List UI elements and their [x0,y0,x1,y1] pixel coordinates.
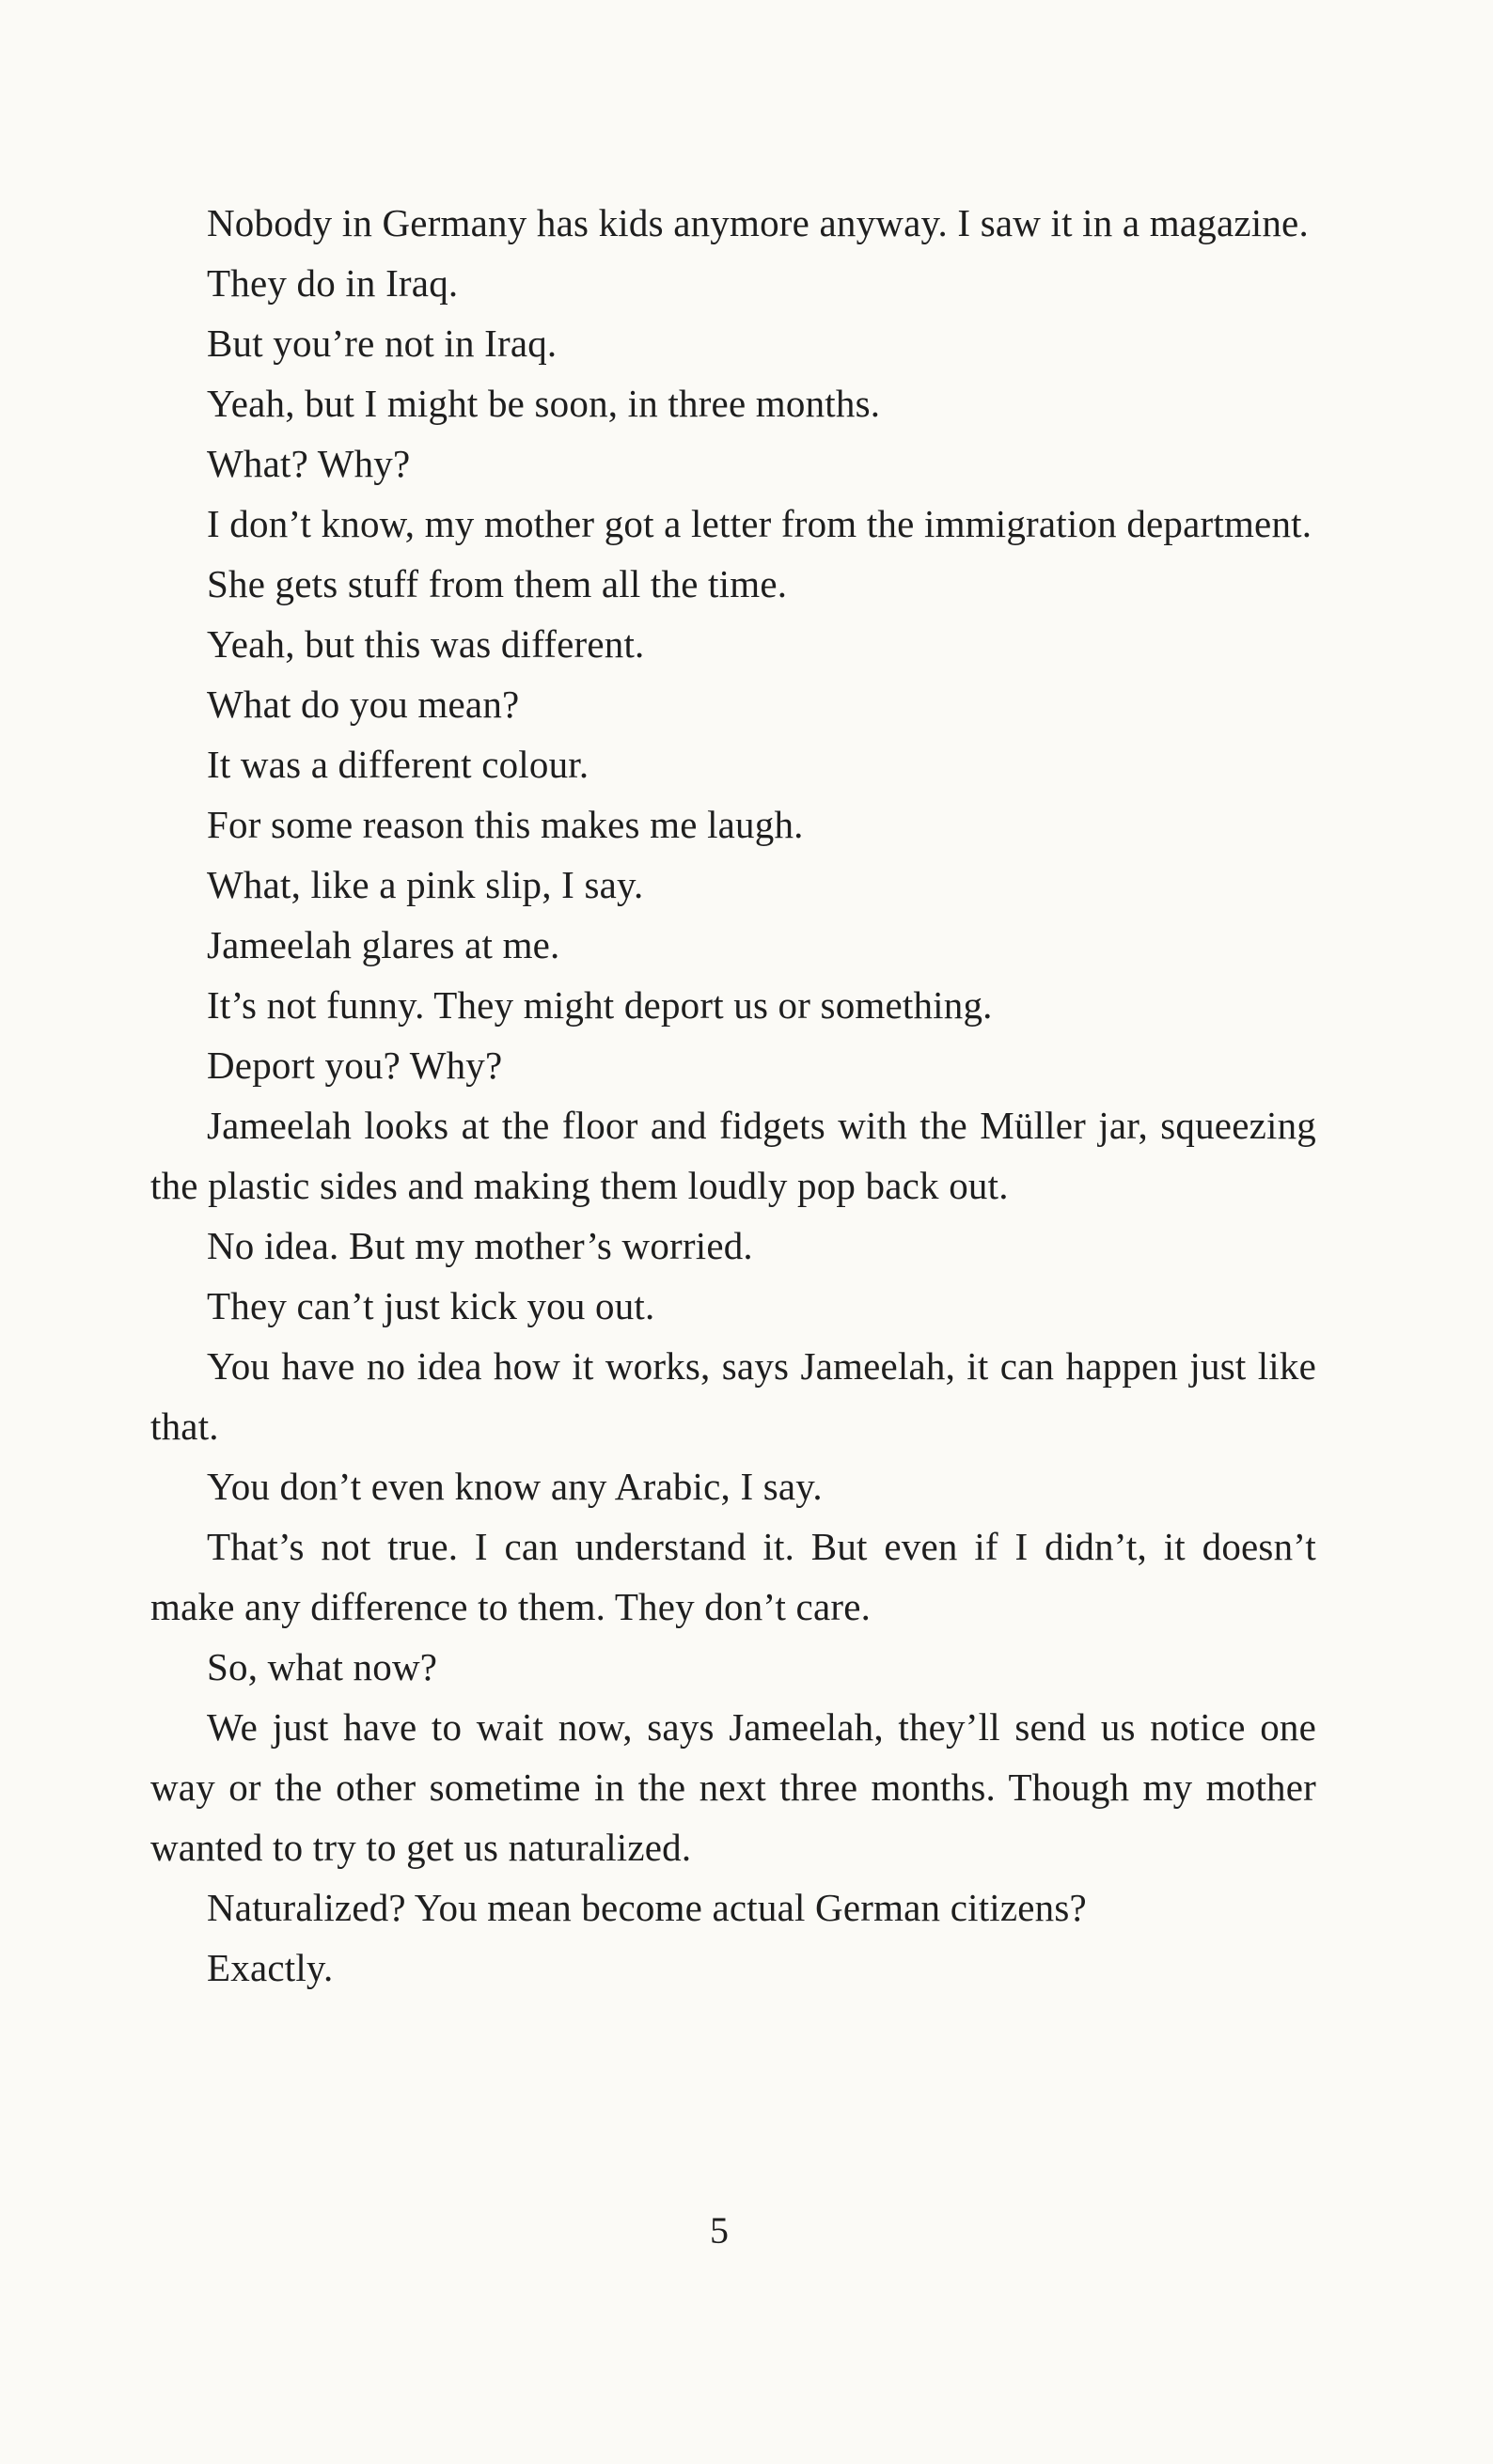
paragraph: What, like a pink slip, I say. [207,863,644,906]
paragraph: You don’t even know any Arabic, I say. [207,1465,823,1508]
paragraph: No idea. But my mother’s worried. [207,1224,753,1267]
page-number: 5 [710,2209,729,2252]
paragraph: What do you mean? [207,683,520,726]
paragraph: It’s not funny. They might deport us or something. [207,983,993,1027]
paragraph: It was a different colour. [207,743,589,786]
paragraph: They do in Iraq. [207,261,459,305]
paragraph: I don’t know, my mother got a letter from the immigration department. [207,502,1312,545]
paragraph: That’s not true. I can understand it. But even if I didn’t, it doesn’t make any difference to them. They don’t care. [150,1525,1316,1628]
paragraph: But you’re not in Iraq. [207,322,558,365]
paragraph: For some reason this makes me laugh. [207,803,804,846]
paragraph: We just have to wait now, says Jameelah, they’ll send us notice one way or the other sometime in the next three months. Though my mother wanted to try to get us naturalized. [150,1705,1316,1869]
paragraph: Exactly. [207,1946,334,1989]
paragraph: So, what now? [207,1645,438,1688]
paragraph: Naturalized? You mean become actual German citizens? [207,1886,1087,1929]
paragraph: Deport you? Why? [207,1044,503,1087]
paragraph: You have no idea how it works, says Jameelah, it can happen just like that. [150,1344,1316,1448]
paragraph: Jameelah glares at me. [207,923,560,966]
paragraph: Jameelah looks at the floor and fidgets with the Müller jar, squeezing the plastic sides and making them loudly pop back out. [150,1104,1316,1207]
paragraph: They can’t just kick you out. [207,1284,655,1327]
paragraph: What? Why? [207,442,411,485]
paragraph: Nobody in Germany has kids anymore anyway. I saw it in a magazine. [207,201,1309,244]
body-text [150,193,1316,1998]
paragraph: Yeah, but I might be soon, in three months. [207,382,881,425]
paragraph: She gets stuff from them all the time. [207,562,788,605]
paragraph: Yeah, but this was different. [207,622,645,666]
